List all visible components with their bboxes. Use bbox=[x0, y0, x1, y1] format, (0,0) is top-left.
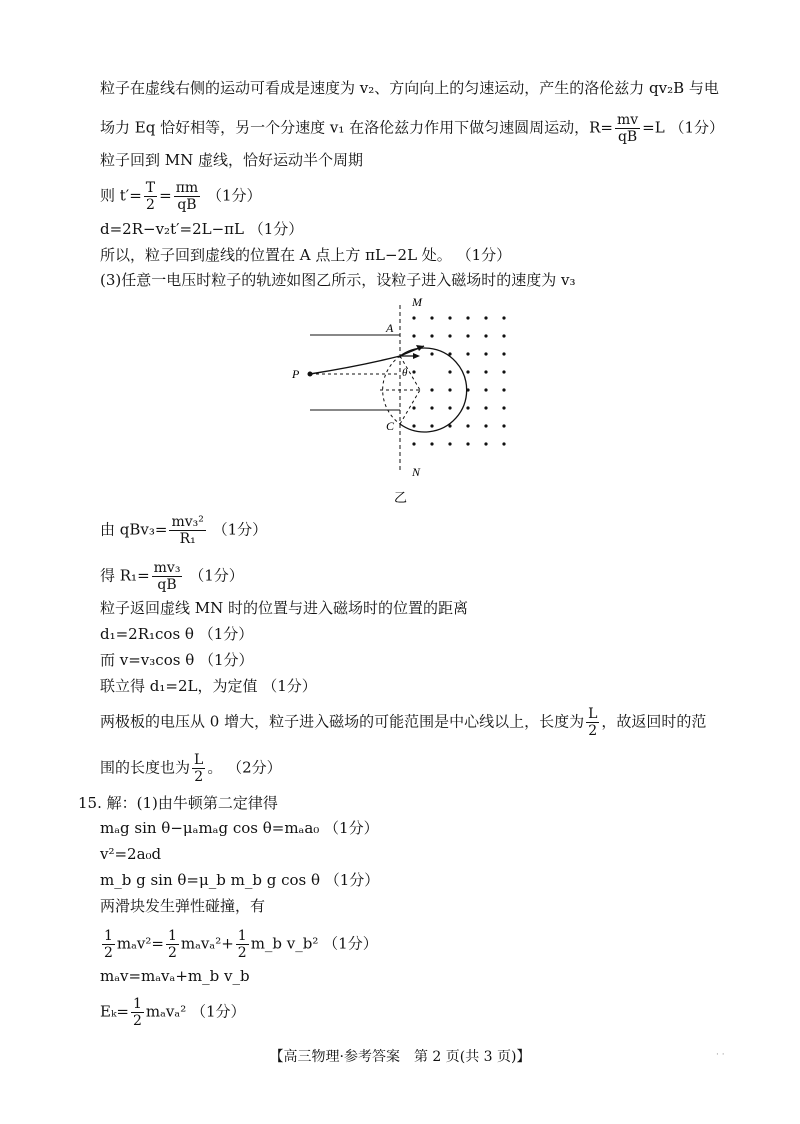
frac-num: mv bbox=[616, 112, 639, 128]
trajectory-figure bbox=[280, 290, 540, 510]
frac-den: qB bbox=[617, 129, 638, 145]
text-seg: 由 qBv₃= bbox=[100, 520, 168, 539]
trajectory-arc-dashed bbox=[383, 356, 400, 424]
frac-den: qB bbox=[177, 197, 197, 213]
text-seg: ，故返回时的范 bbox=[601, 712, 707, 731]
text-seg: 。 （2分） bbox=[207, 758, 282, 777]
text-line-21 bbox=[100, 928, 378, 961]
text-line-9 bbox=[100, 560, 244, 593]
label-m: M bbox=[412, 295, 422, 309]
text-seg: （1分） bbox=[207, 520, 268, 539]
fraction-half bbox=[102, 928, 115, 961]
text-line-3: 粒子回到 MN 虚线，恰好运动半个周期 bbox=[100, 151, 364, 169]
problem-15-heading: 15. 解：(1)由牛顿第二定律得 bbox=[78, 794, 278, 812]
text-seg: 两极板的电压从 0 增大，粒子进入磁场的可能范围是中心线以上，长度为 bbox=[100, 712, 585, 731]
text-line-12: 而 v=v₃cos θ （1分） bbox=[100, 651, 254, 669]
fraction-half bbox=[166, 928, 179, 961]
text-line-7: (3)任意一电压时粒子的轨迹如图乙所示，设粒子进入磁场时的速度为 v₃ bbox=[100, 271, 576, 289]
text-seg: mₐvₐ² （1分） bbox=[145, 1002, 246, 1021]
frac-num: mv₃ bbox=[153, 560, 181, 576]
text-line-10: 粒子返回虚线 MN 时的位置与进入磁场时的位置的距离 bbox=[100, 599, 469, 617]
frac-den: 2 bbox=[588, 723, 598, 739]
fraction-half bbox=[131, 996, 144, 1029]
frac-num: mv₃² bbox=[171, 514, 204, 530]
fraction-radius-r1 bbox=[152, 560, 183, 593]
frac-num: L bbox=[588, 706, 598, 722]
label-n: N bbox=[412, 465, 421, 479]
fraction-half bbox=[236, 928, 249, 961]
frac-den: 2 bbox=[133, 1013, 142, 1029]
frac-num: 1 bbox=[237, 928, 247, 944]
text-line-2 bbox=[100, 112, 724, 145]
label-c: C bbox=[386, 419, 395, 433]
text-line-13: 联立得 d₁=2L，为定值 （1分） bbox=[100, 677, 317, 695]
text-seg: mₐvₐ²+ bbox=[180, 934, 234, 953]
text-line-18: v²=2a₀d bbox=[100, 845, 162, 863]
frac-den: 2 bbox=[194, 769, 204, 785]
frac-den: R₁ bbox=[179, 531, 196, 547]
text-line-8 bbox=[100, 514, 267, 547]
frac-den: 2 bbox=[237, 945, 247, 961]
text-line-15 bbox=[100, 752, 282, 785]
text-seg: 得 R₁= bbox=[100, 566, 150, 585]
text-line-1: 粒子在虚线右侧的运动可看成是速度为 v₂、方向向上的匀速运动，产生的洛伦兹力 qv₂B 与电 bbox=[100, 79, 719, 97]
text-seg: = bbox=[159, 186, 172, 205]
frac-den: 2 bbox=[145, 197, 155, 213]
text-line-20: 两滑块发生弹性碰撞，有 bbox=[100, 897, 266, 915]
figure-caption: 乙 bbox=[394, 490, 408, 505]
text-seg: 则 t′= bbox=[100, 186, 142, 205]
text-line-23 bbox=[100, 996, 246, 1029]
text-seg: Eₖ= bbox=[100, 1002, 129, 1021]
text-line-22: mₐv=mₐvₐ+m_b v_b bbox=[100, 967, 250, 985]
text-seg: （1分） bbox=[184, 566, 244, 585]
text-seg: m_b v_b² （1分） bbox=[250, 934, 378, 953]
text-seg: =L （1分） bbox=[642, 118, 725, 137]
frac-num: T bbox=[145, 180, 156, 196]
magnetic-field-dots bbox=[412, 316, 505, 445]
frac-den: 2 bbox=[168, 945, 177, 961]
label-p: P bbox=[292, 367, 300, 381]
text-seg: （1分） bbox=[202, 186, 262, 205]
text-line-5: d=2R−v₂t′=2L−πL （1分） bbox=[100, 220, 304, 238]
text-seg: mₐv²= bbox=[116, 934, 164, 953]
frac-den: 2 bbox=[104, 945, 113, 961]
frac-num: 1 bbox=[104, 928, 113, 944]
fraction-radius bbox=[615, 112, 640, 145]
radius-bottom bbox=[400, 390, 420, 424]
frac-den: qB bbox=[157, 577, 177, 593]
frac-num: L bbox=[194, 752, 204, 768]
label-a: A bbox=[386, 321, 394, 335]
frac-num: 1 bbox=[133, 996, 142, 1012]
text-line-14 bbox=[100, 706, 706, 739]
label-theta: θ bbox=[402, 367, 408, 379]
corner-mark: · · bbox=[716, 1050, 725, 1060]
frac-num: πm bbox=[175, 180, 199, 196]
text-line-6: 所以，粒子回到虚线的位置在 A 点上方 πL−2L 处。 （1分） bbox=[100, 246, 512, 264]
text-line-11: d₁=2R₁cos θ （1分） bbox=[100, 625, 254, 643]
fraction-centripetal bbox=[169, 514, 205, 547]
text-seg: 场力 Eq 恰好相等，另一个分速度 v₁ 在洛伦兹力作用下做匀速圆周运动，R= bbox=[100, 118, 613, 137]
text-line-4 bbox=[100, 180, 262, 213]
fraction-l-half bbox=[586, 706, 599, 739]
fraction-pim-qb bbox=[174, 180, 200, 213]
frac-num: 1 bbox=[168, 928, 177, 944]
text-seg: 围的长度也为 bbox=[100, 758, 191, 777]
point-p-dot bbox=[308, 372, 313, 377]
text-line-19: m_b g sin θ=μ_b m_b g cos θ （1分） bbox=[100, 871, 380, 889]
page-footer: 【高三物理·参考答案 第 2 页(共 3 页)】 bbox=[269, 1049, 531, 1065]
arrow-head bbox=[413, 353, 420, 359]
fraction-l-half bbox=[192, 752, 205, 785]
fraction-period bbox=[144, 180, 157, 213]
text-line-17: mₐg sin θ−μₐmₐg cos θ=mₐa₀ （1分） bbox=[100, 819, 379, 837]
